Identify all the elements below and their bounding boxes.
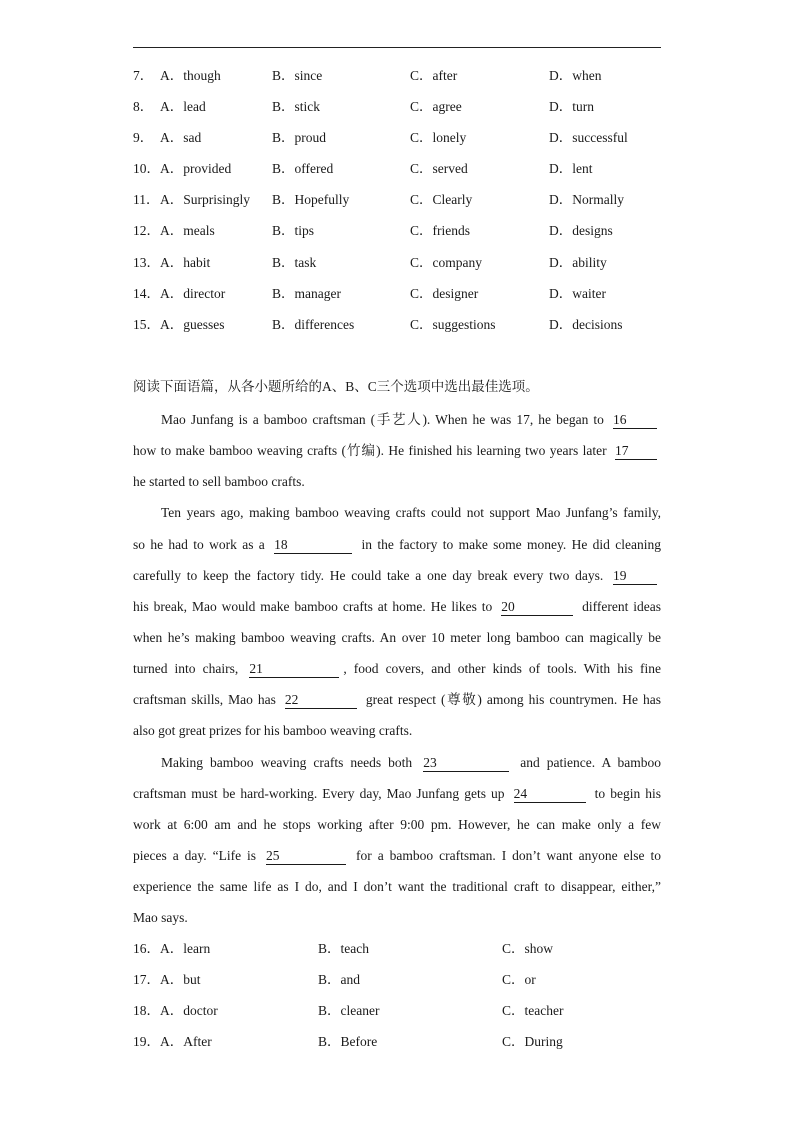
option-c[interactable]: C．designer xyxy=(410,286,479,301)
passage-line: so he had to work as a 18 in the factory to make some money. He did cleaning xyxy=(133,537,661,552)
option-d[interactable]: D．Normally xyxy=(549,192,624,207)
question-number: 15． xyxy=(133,317,160,332)
blank-23: 23 xyxy=(423,755,509,772)
option-d[interactable]: D．lent xyxy=(549,161,593,176)
option-c[interactable]: C．agree xyxy=(410,99,462,114)
question-number: 10． xyxy=(133,161,160,176)
blank-25: 25 xyxy=(266,848,346,865)
blank-18: 18 xyxy=(274,537,352,554)
question-number: 18． xyxy=(133,1003,160,1018)
option-b[interactable]: B．Hopefully xyxy=(272,192,350,207)
passage-line: Mao Junfang is a bamboo craftsman (手艺人). When he was 17, he began to 16 xyxy=(161,409,661,431)
top-rule xyxy=(133,47,661,48)
question-number: 13． xyxy=(133,255,160,270)
option-a[interactable]: A．meals xyxy=(160,223,215,238)
option-a[interactable]: A．though xyxy=(160,68,221,83)
option-a[interactable]: A．lead xyxy=(160,99,206,114)
option-d[interactable]: D．waiter xyxy=(549,286,606,301)
question-number: 7． xyxy=(133,68,154,83)
blank-22: 22 xyxy=(285,692,357,709)
option-c[interactable]: C．suggestions xyxy=(410,317,496,332)
passage-line: how to make bamboo weaving crafts (竹编). He finished his learning two years later 17 xyxy=(133,440,661,462)
section-instruction: 阅读下面语篇，从各小题所给的A、B、C三个选项中选出最佳选项。 xyxy=(133,379,539,394)
passage-line: work at 6:00 am and he stops working after 9:00 pm. However, he can make only a few xyxy=(133,817,661,832)
option-c[interactable]: C．During xyxy=(502,1034,563,1049)
option-b[interactable]: B．task xyxy=(272,255,317,270)
option-d[interactable]: D．decisions xyxy=(549,317,623,332)
passage-line: craftsman skills, Mao has 22 great respect (尊敬) among his countrymen. He has xyxy=(133,692,661,707)
option-c[interactable]: C．after xyxy=(410,68,458,83)
option-a[interactable]: A．learn xyxy=(160,941,211,956)
passage-line: when he’s making bamboo weaving crafts. An over 10 meter long bamboo can magically be xyxy=(133,630,661,645)
option-c[interactable]: C．company xyxy=(410,255,482,270)
blank-16: 16 xyxy=(613,412,657,429)
option-b[interactable]: B．stick xyxy=(272,99,321,114)
blank-20: 20 xyxy=(501,599,573,616)
option-b[interactable]: B．cleaner xyxy=(318,1003,380,1018)
option-c[interactable]: C．teacher xyxy=(502,1003,564,1018)
passage-line: Ten years ago, making bamboo weaving crafts could not support Mao Junfang’s family, xyxy=(161,505,661,520)
option-d[interactable]: D．when xyxy=(549,68,602,83)
option-c[interactable]: C．show xyxy=(502,941,554,956)
option-b[interactable]: B．differences xyxy=(272,317,355,332)
option-a[interactable]: A．provided xyxy=(160,161,232,176)
option-c[interactable]: C．lonely xyxy=(410,130,467,145)
option-d[interactable]: D．turn xyxy=(549,99,594,114)
option-b[interactable]: B．Before xyxy=(318,1034,378,1049)
question-number: 14． xyxy=(133,286,160,301)
passage-line: craftsman must be hard-working. Every day, Mao Junfang gets up 24 to begin his xyxy=(133,786,661,801)
option-b[interactable]: B．since xyxy=(272,68,323,83)
option-b[interactable]: B．offered xyxy=(272,161,334,176)
passage-line: he started to sell bamboo crafts. xyxy=(133,474,305,489)
passage-line: Mao says. xyxy=(133,910,188,925)
option-a[interactable]: A．Surprisingly xyxy=(160,192,251,207)
option-d[interactable]: D．successful xyxy=(549,130,628,145)
option-b[interactable]: B．proud xyxy=(272,130,326,145)
option-b[interactable]: B．manager xyxy=(272,286,341,301)
option-b[interactable]: B．teach xyxy=(318,941,369,956)
blank-24: 24 xyxy=(514,786,586,803)
option-a[interactable]: A．habit xyxy=(160,255,211,270)
passage-line: his break, Mao would make bamboo crafts at home. He likes to 20 different ideas xyxy=(133,599,661,614)
question-number: 11． xyxy=(133,192,160,207)
question-number: 9． xyxy=(133,130,154,145)
option-a[interactable]: A．sad xyxy=(160,130,202,145)
option-d[interactable]: D．designs xyxy=(549,223,613,238)
blank-21: 21 xyxy=(249,661,339,678)
question-number: 12． xyxy=(133,223,160,238)
question-number: 17． xyxy=(133,972,160,987)
option-b[interactable]: B．tips xyxy=(272,223,315,238)
question-number: 16． xyxy=(133,941,160,956)
question-number: 19． xyxy=(133,1034,160,1049)
passage-line: also got great prizes for his bamboo weaving crafts. xyxy=(133,723,413,738)
option-a[interactable]: A．After xyxy=(160,1034,212,1049)
blank-17: 17 xyxy=(615,443,657,460)
option-c[interactable]: C．or xyxy=(502,972,536,987)
passage-line: experience the same life as I do, and I don’t want the traditional craft to disappear, either,” xyxy=(133,879,661,894)
option-a[interactable]: A．guesses xyxy=(160,317,225,332)
passage-line: carefully to keep the factory tidy. He could take a one day break every two days. 19 xyxy=(133,565,661,587)
option-a[interactable]: A．but xyxy=(160,972,201,987)
option-b[interactable]: B．and xyxy=(318,972,360,987)
option-a[interactable]: A．director xyxy=(160,286,226,301)
option-c[interactable]: C．Clearly xyxy=(410,192,473,207)
option-c[interactable]: C．served xyxy=(410,161,468,176)
question-number: 8． xyxy=(133,99,154,114)
blank-19: 19 xyxy=(613,568,657,585)
passage-line: turned into chairs, 21 , food covers, and other kinds of tools. With his fine xyxy=(133,661,661,676)
passage-line: pieces a day. “Life is 25 for a bamboo craftsman. I don’t want anyone else to xyxy=(133,848,661,863)
passage-line: Making bamboo weaving crafts needs both 23 and patience. A bamboo xyxy=(161,755,661,770)
option-c[interactable]: C．friends xyxy=(410,223,470,238)
option-a[interactable]: A．doctor xyxy=(160,1003,218,1018)
option-d[interactable]: D．ability xyxy=(549,255,607,270)
